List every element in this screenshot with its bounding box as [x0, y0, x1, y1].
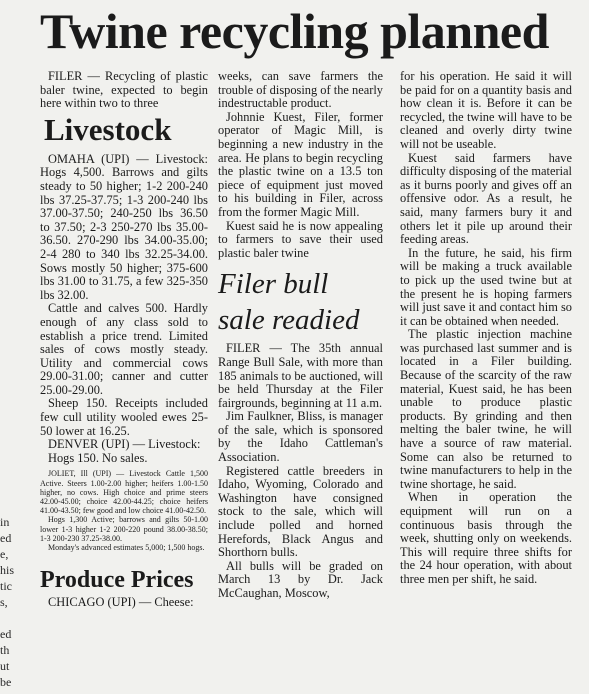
- chicago-dateline: CHICAGO (UPI) — Cheese:: [48, 595, 194, 610]
- disposal-difficulty-paragraph: Kuest said farmers have difficulty disposing of the material as it burns poorly and gives off an offensive odor. As a result, he said, many farmers bury it and others let it pile up around their feeding areas.: [400, 150, 572, 247]
- bull-sale-grading-paragraph: All bulls will be graded on March 13 by Dr. Jack McCaughan, Moscow,: [218, 558, 383, 600]
- filer-bull-heading: [218, 266, 383, 338]
- column-right: [400, 70, 572, 587]
- edge-fragment: ed: [0, 627, 12, 641]
- adjacent-column-fragments: [0, 514, 14, 690]
- produce-prices-heading: Produce Prices: [40, 567, 194, 594]
- edge-fragment: in: [0, 515, 10, 529]
- edge-fragment: [0, 610, 14, 626]
- filer-bull-heading-line-2: sale readied: [218, 304, 360, 337]
- joliet-cattle-paragraph: JOLIET, Ill (UPI) — Livestock Cattle 1,500 Active. Steers 1.00-2.00 higher; heifers 1.00-1.50 higher, no cows. High choice and prime steers 42.00-45.00; choice 42.00-44.25; choice heifers 41.00-43.50; few good and low choice 41.00-42.50.: [40, 469, 208, 516]
- joliet-hogs-paragraph: Hogs 1,300 Active; barrows and gilts 50-1.00 lower 1-3 higher 1-2 200-220 pound 38.00-38.50; 1-3 200-230 37.25-38.00.: [40, 515, 208, 543]
- kuest-intro-paragraph: Johnnie Kuest, Filer, former operator of Magic Mill, is beginning a new industry in the area. He plans to begin recycling the plastic twine on a 13.5 ton piece of equipment just moved to his building in Filer, across from the former Magic Mill.: [218, 109, 383, 219]
- denver-dateline: DENVER (UPI) — Livestock:: [48, 437, 201, 452]
- column-left: [40, 70, 208, 610]
- bull-sale-manager-paragraph: Jim Faulkner, Bliss, is manager of the sale, which is sponsored by the Idaho Cattleman's Association.: [218, 409, 383, 465]
- payment-paragraph: for his operation. He said it will be paid for on a quantity basis and how clean it is. Before it can be recycled, the twine will have to be cleaned and overly dirty twine will not be useable.: [400, 69, 572, 151]
- omaha-sheep-paragraph: Sheep 150. Receipts included few cull utility wooled ewes 25-50 lower at 16.25.: [40, 396, 208, 438]
- omaha-cattle-paragraph: Cattle and calves 500. Hardly enough of any class sold to establish a price trend. Limited sales of cows mostly steady. Utility and commercial cows 29.00-31.00; canner and cutter 25.00-29.00.: [40, 301, 208, 397]
- kuest-appeal-paragraph: Kuest said he is now appealing to farmers to save their used plastic baler twine: [218, 218, 383, 260]
- bull-sale-lead-paragraph: FILER — The 35th annual Range Bull Sale, with more than 185 animals to be auctioned, will be held Thursday at the Filer fairgrounds, beginning at 11 a.m.: [218, 341, 383, 410]
- filer-bull-heading-line-1: Filer bull: [218, 268, 329, 301]
- edge-fragment: e,: [0, 547, 9, 561]
- edge-fragment: th: [0, 643, 10, 657]
- joliet-estimates-paragraph: Monday's advanced estimates 5,000; 1,500 hogs.: [48, 543, 205, 553]
- edge-fragment: tic: [0, 579, 12, 593]
- livestock-heading: Livestock: [44, 111, 172, 147]
- twine-lead-paragraph: FILER — Recycling of plastic baler twine, expected to begin here within two to three: [40, 69, 208, 111]
- operation-schedule-paragraph: When in operation the equipment will run on a continuous basis through the week, shutting only on weekends. This will require three shifts for the 24 hour operation, with about three men per shift, he said.: [400, 490, 572, 586]
- omaha-hogs-paragraph: OMAHA (UPI) — Livestock: Hogs 4,500. Barrows and gilts steady to 50 higher; 1-2 200-240 lbs 37.25-37.75; 1-3 200-240 lbs 37.00-37.50; 240-250 lbs 36.50 to 37.50; 2-3 250-270 lbs 35.00-36.50. 270-290 lbs 34.00-35.00; 2-4 280 to 340 lbs 32.25-34.00. Sows mostly 50 higher; 375-600 lbs 31.00 to 31.75, a few 325-350 lbs 32.00.: [40, 151, 208, 302]
- denver-hogs-paragraph: Hogs 150. No sales.: [48, 450, 148, 465]
- edge-fragment: ut: [0, 659, 10, 673]
- injection-machine-paragraph: The plastic injection machine was purchased last summer and is located in a Filer building. Because of the scarcity of the raw material, Kuest said, he has been unable to produce plastic products. By grinding and then melting the baler twine, he will have a source of raw material. Some can also be returned to twine manufacturers to help in the twine shortage, he said.: [400, 327, 572, 491]
- edge-fragment: ed: [0, 531, 12, 545]
- future-pickup-paragraph: In the future, he said, his firm will be making a truck available to pick up the used twine but at the present he is hoping farmers will just save it and contact him so it can be obtained when needed.: [400, 245, 572, 328]
- edge-fragment: his: [0, 563, 15, 577]
- column-middle: [218, 70, 383, 601]
- headline: Twine recycling planned: [40, 3, 549, 59]
- twine-continued-paragraph: weeks, can save farmers the trouble of disposing of the nearly indestructable product.: [218, 69, 383, 111]
- edge-fragment: be: [0, 675, 12, 689]
- edge-fragment: s,: [0, 595, 8, 609]
- bull-sale-breeders-paragraph: Registered cattle breeders in Idaho, Wyoming, Colorado and Washington have consigned stock to the sale, which will include polled and horned Herefords, Black Angus and Shorthorn bulls.: [218, 463, 383, 560]
